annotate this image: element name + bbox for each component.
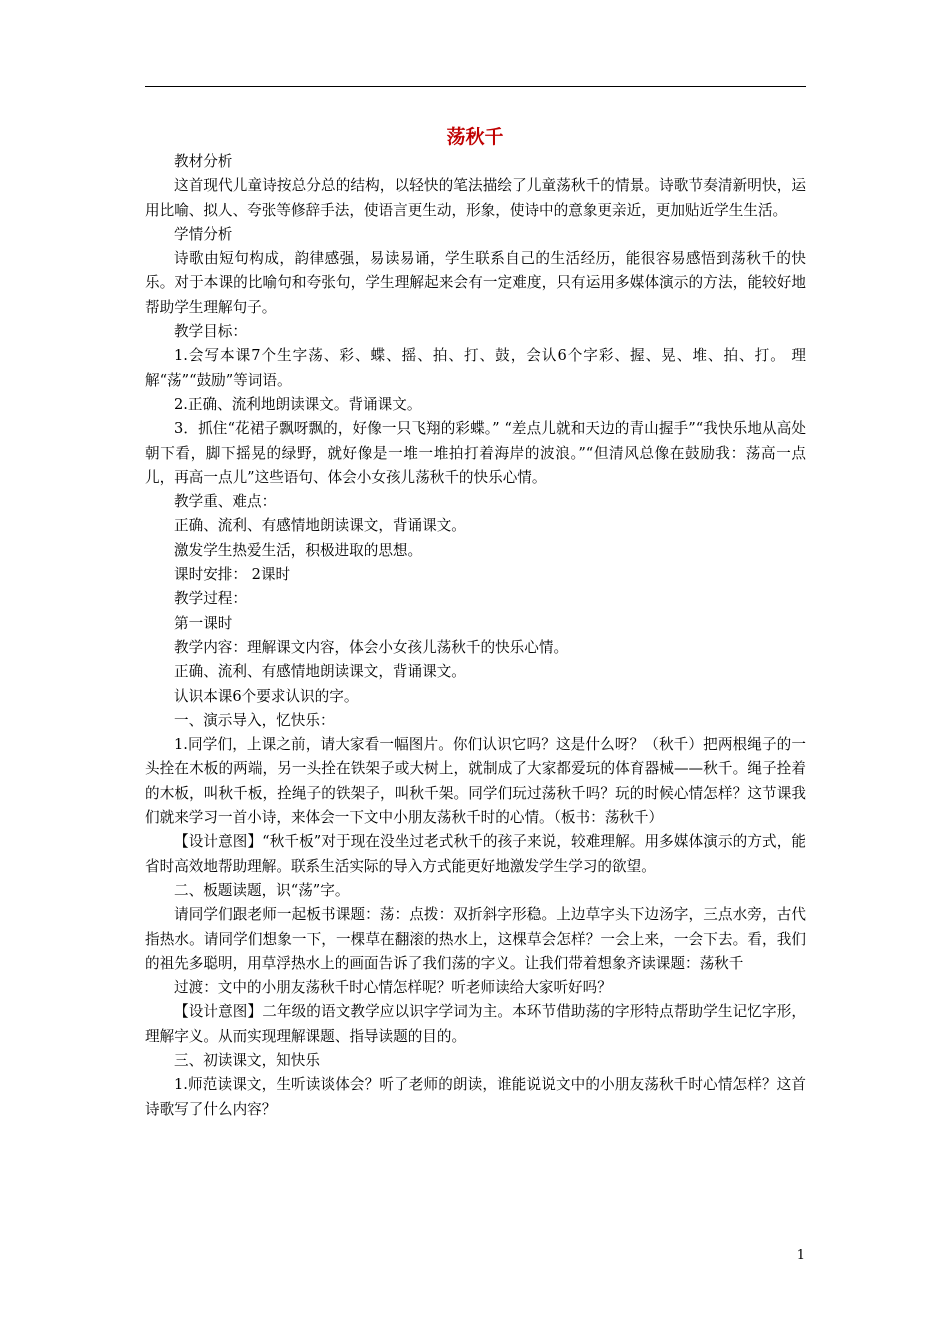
paragraph: 1.同学们，上课之前，请大家看一幅图片。你们认识它吗？这是什么呀？（秋千）把两根绳子的一头拴在木板的两端，另一头拴在铁架子或大树上，就制成了大家都爱玩的体育器械——秋千。绳子拴着的木板，叫秋千板，拴绳子的铁架子，叫秋千架。同学们玩过荡秋千吗？玩的时候心情怎样？这节课我们就来学习一首小诗，来体会一下文中小朋友荡秋千时的心情。（板书：荡秋千） bbox=[145, 736, 806, 827]
paragraph: 【设计意图】二年级的语文教学应以识字学词为主。本环节借助荡的字形特点帮助学生记忆字形，理解字义。从而实现理解课题、指导读题的目的。 bbox=[145, 1003, 806, 1045]
paragraph: 请同学们跟老师一起板书课题：荡：点拨：双折斜字形稳。上边草字头下边汤字，三点水旁，古代指热水。请同学们想象一下，一棵草在翻滚的热水上，这棵草会怎样？一会上来，一会下去。看，我们的祖先多聪明，用草浮热水上的画面告诉了我们荡的字义。让我们带着想象齐读课题：荡秋千 bbox=[145, 906, 806, 972]
paragraph: 3．抓住“花裙子飘呀飘的，好像一只飞翔的彩蝶。” “差点儿就和天边的青山握手”“我快乐地从高处朝下看，脚下摇晃的绿野，就好像是一堆一堆拍打着海岸的波浪。”“但清风总像在鼓励我：荡高一点儿，再高一点儿”这些语句、体会小女孩儿荡秋千的快乐心情。 bbox=[145, 420, 806, 486]
paragraph: 二、板题读题，识“荡”字。 bbox=[174, 881, 350, 899]
paragraph: 2.正确、流利地朗读课文。背诵课文。 bbox=[174, 395, 422, 413]
paragraph: 教学过程： bbox=[174, 590, 247, 608]
paragraph: 诗歌由短句构成，韵律感强，易读易诵，学生联系自己的生活经历，能很容易感悟到荡秋千的快乐。对于本课的比喻句和夸张句，学生理解起来会有一定难度，只有运用多媒体演示的方法，能较好地帮助学生理解句子。 bbox=[145, 250, 806, 316]
paragraph: 1.会写本课7个生字荡、彩、蝶、摇、拍、打、鼓，会认6个字彩、握、晃、堆、拍、打。 理解“荡”“鼓励”等词语。 bbox=[145, 347, 806, 389]
paragraph: 教学内容：理解课文内容，体会小女孩儿荡秋千的快乐心情。 bbox=[174, 638, 569, 656]
paragraph: 这首现代儿童诗按总分总的结构，以轻快的笔法描绘了儿童荡秋千的情景。诗歌节奏清新明快，运用比喻、拟人、夸张等修辞手法，使语言更生动，形象，使诗中的意象更亲近，更加贴近学生生活。 bbox=[145, 177, 806, 219]
header-rule bbox=[145, 86, 806, 87]
paragraph: 过渡：文中的小朋友荡秋千时心情怎样呢？听老师读给大家听好吗？ bbox=[174, 979, 612, 997]
paragraph: 第一课时 bbox=[174, 614, 233, 632]
paragraph: 【设计意图】“秋千板”对于现在没坐过老式秋千的孩子来说，较难理解。用多媒体演示的方式，能省时高效地帮助理解。联系生活实际的导入方式能更好地激发学生学习的欲望。 bbox=[145, 833, 806, 875]
document-body bbox=[145, 150, 806, 1122]
paragraph: 激发学生热爱生活，积极进取的思想。 bbox=[174, 541, 423, 559]
paragraph: 教学重、难点： bbox=[174, 493, 277, 511]
paragraph: 教学目标： bbox=[174, 323, 247, 341]
paragraph: 三、初读课文，知快乐 bbox=[174, 1051, 320, 1069]
paragraph: 教材分析 bbox=[174, 153, 233, 170]
paragraph: 正确、流利、有感情地朗读课文，背诵课文。 bbox=[174, 517, 466, 535]
page-number: 1 bbox=[796, 1248, 805, 1263]
paragraph: 正确、流利、有感情地朗读课文，背诵课文。 bbox=[174, 663, 466, 681]
page-title: 荡秋千 bbox=[446, 126, 504, 148]
paragraph: 学情分析 bbox=[174, 225, 233, 243]
paragraph: 认识本课6个要求认识的字。 bbox=[174, 687, 359, 705]
paragraph: 一、演示导入，忆快乐： bbox=[174, 711, 335, 729]
paragraph: 1.师范读课文，生听读谈体会？听了老师的朗读，谁能说说文中的小朋友荡秋千时心情怎样？这首诗歌写了什么内容？ bbox=[145, 1076, 806, 1118]
paragraph: 课时安排： 2课时 bbox=[174, 566, 291, 584]
